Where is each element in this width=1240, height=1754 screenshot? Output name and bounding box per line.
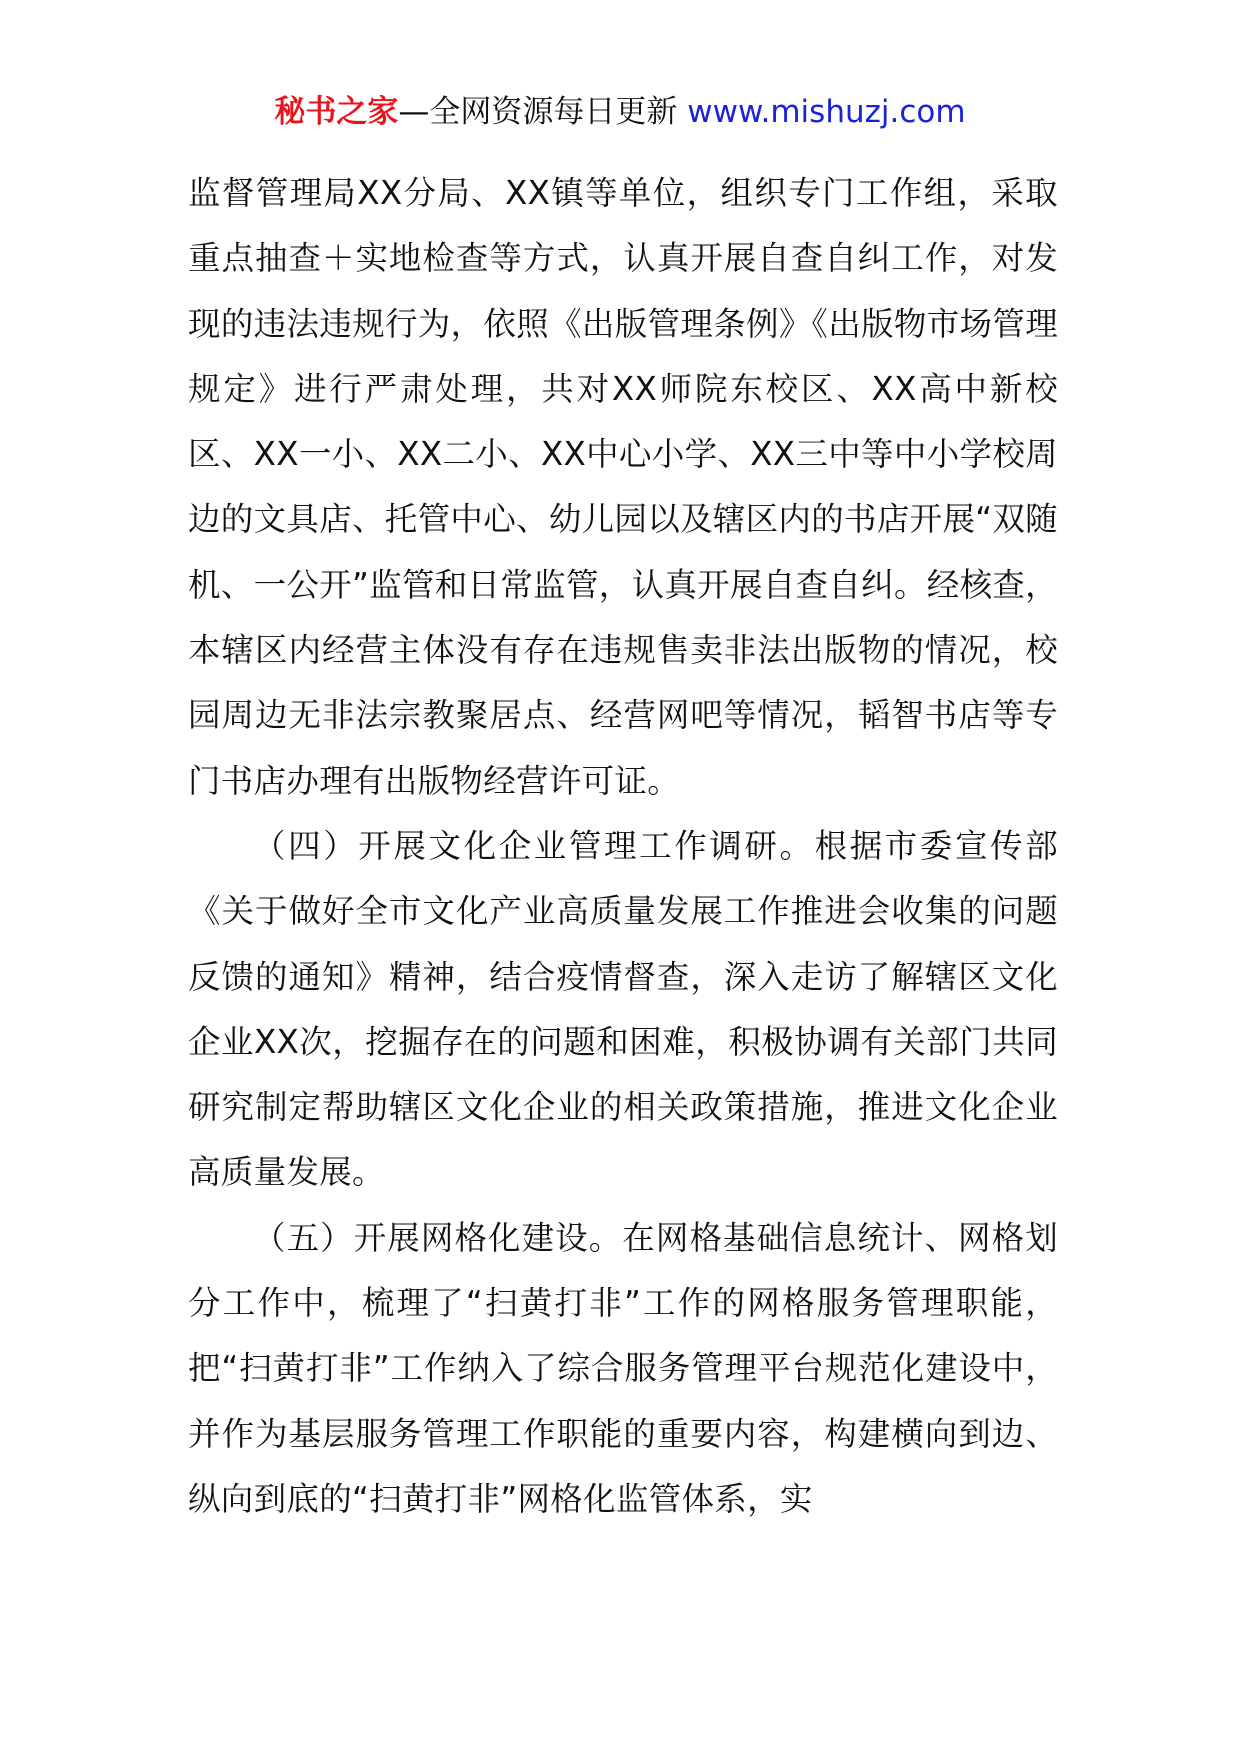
- brand-name: 秘书之家: [274, 94, 399, 130]
- paragraph-section-four: （四）开展文化企业管理工作调研。根据市委宣传部《关于做好全市文化产业高质量发展工作推进会收集的问题反馈的通知》精神，结合疫情督查，深入走访了解辖区文化企业XX次，挖掘存在的问题和困难，积极协调有关部门共同研究制定帮助辖区文化企业的相关政策措施，推进文化企业高质量发展。: [188, 826, 1058, 1192]
- website-url[interactable]: www.mishuzj.com: [687, 94, 966, 130]
- header-slogan: —全网资源每日更新: [398, 94, 688, 130]
- paragraph-continued: 监督管理局XX分局、XX镇等单位，组织专门工作组，采取重点抽查＋实地检查等方式，认真开展自查自纠工作，对发现的违法违规行为，依照《出版管理条例》《出版物市场管理规定》进行严肃处理，共对XX师院东校区、XX高中新校区、XX一小、XX二小、XX中心小学、XX三中等中小学校周边的文具店、托管中心、幼儿园以及辖区内的书店开展“双随机、一公开”监管和日常监管，认真开展自查自纠。经核查，本辖区内经营主体没有存在违规售卖非法出版物的情况，校园周边无非法宗教聚居点、经营网吧等情况，韬智书店等专门书店办理有出版物经营许可证。: [188, 174, 1058, 800]
- page-header: [0, 92, 1240, 132]
- paragraph-section-five: （五）开展网格化建设。在网格基础信息统计、网格划分工作中，梳理了“扫黄打非”工作的网格服务管理职能，把“扫黄打非”工作纳入了综合服务管理平台规范化建设中，并作为基层服务管理工作职能的重要内容，构建横向到边、纵向到底的“扫黄打非”网格化监管体系，实: [188, 1218, 1058, 1518]
- document-body: [188, 161, 1058, 1532]
